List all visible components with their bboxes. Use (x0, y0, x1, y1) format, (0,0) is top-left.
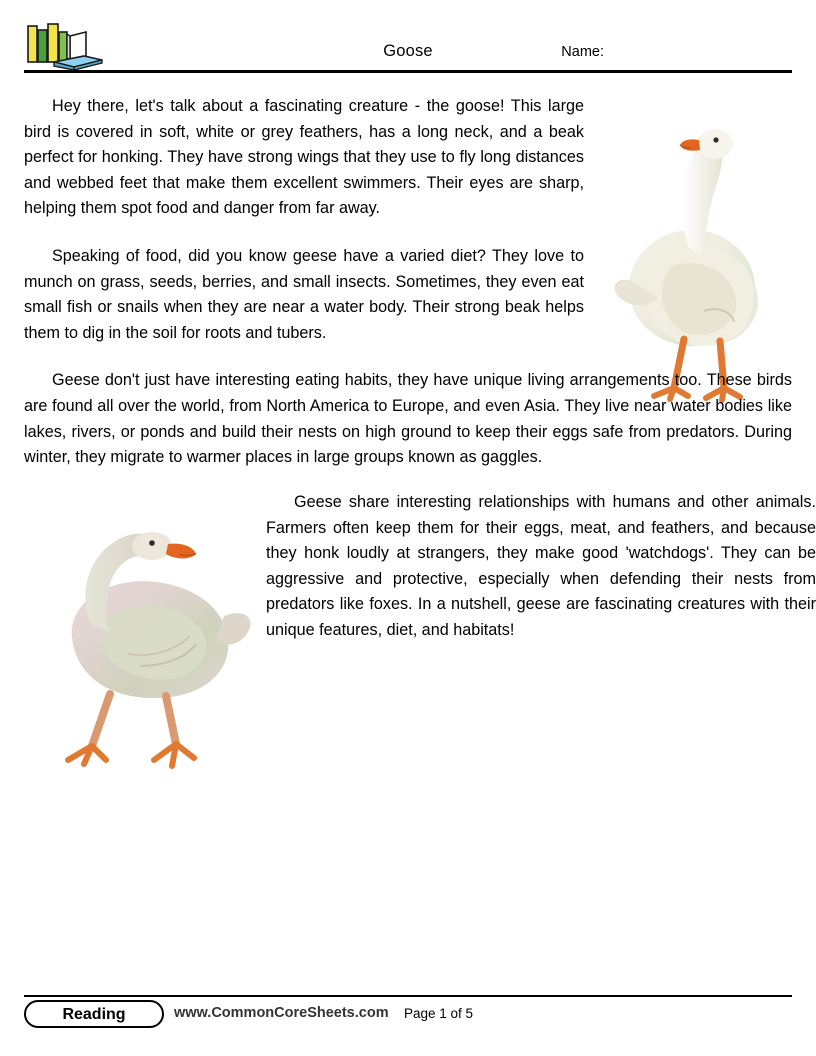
article-body (24, 94, 816, 639)
page-title: Goose (383, 42, 433, 60)
paragraph-4: Geese share interesting relationships with humans and other animals. Farmers often keep them for their eggs, meat, and feathers, and because they honk loudly at strangers, they make good 'watchdogs'. They can be aggressive and protective, especially when defending their nests from predators like foxes. In a nutshell, geese are fascinating creatures with their unique features, diet, and habitats! (266, 493, 816, 639)
site-url[interactable]: www.CommonCoreSheets.com (174, 1005, 389, 1021)
page-footer (24, 1000, 792, 1044)
page-number: Page 1 of 5 (404, 1006, 474, 1021)
paragraph-3: Geese don't just have interesting eating habits, they have unique living arrangements too. These birds are found all over the world, from North America to Europe, and even Asia. They live near water bodies like lakes, rivers, or ponds and build their nests on high ground to keep their eggs safe from predators. During winter, they migrate to warmer places in large groups known as gaggles. (24, 371, 792, 467)
name-label: Name: (561, 44, 604, 60)
paragraph-1: Hey there, let's talk about a fascinating creature - the goose! This large bird is covered in soft, white or grey feathers, has a long neck, and a beak perfect for honking. They have strong wings that they use to fly long distances and webbed feet that make them excellent swimmers. Their eyes are sharp, helping them spot food and danger from far away. (24, 97, 584, 218)
page-header (24, 22, 792, 70)
subject-badge: Reading (24, 1000, 164, 1028)
header-divider (24, 70, 792, 73)
goose-photo-walking (48, 498, 268, 788)
paragraph-2: Speaking of food, did you know geese have a varied diet? They love to munch on grass, seeds, berries, and small insects. Sometimes, they even eat small fish or snails when they are near a water body. Their strong beak helps them to dig in the soil for roots and tubers. (24, 246, 584, 342)
footer-divider (24, 995, 792, 997)
